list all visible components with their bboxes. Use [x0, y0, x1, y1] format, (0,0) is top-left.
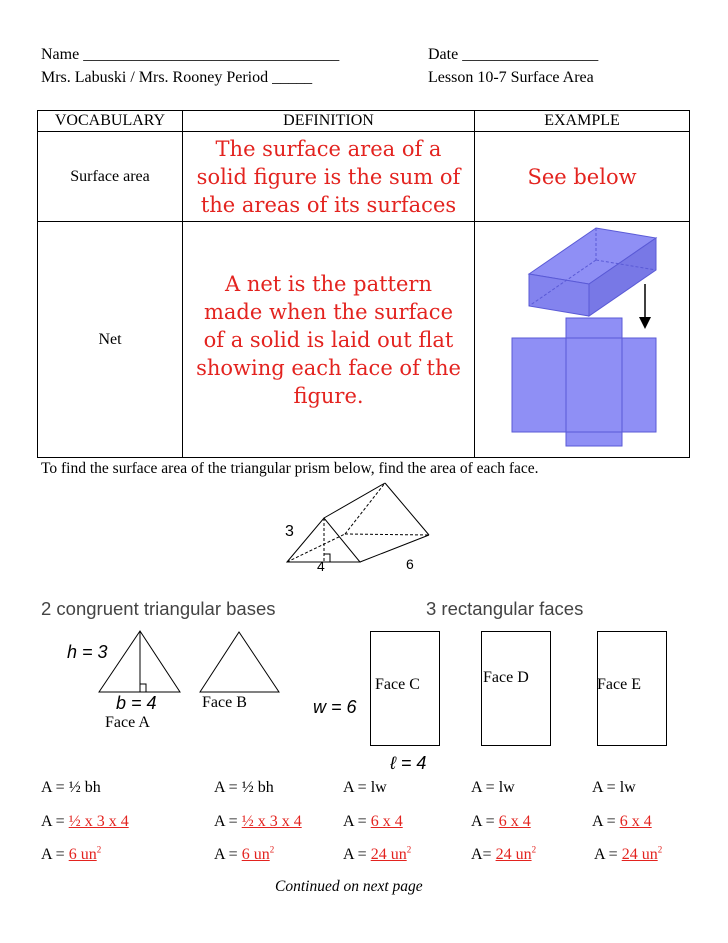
substitution-face-a: A = ½ x 3 x 4	[41, 813, 129, 830]
term-surface-area: Surface area	[38, 132, 183, 222]
table-header-row	[38, 111, 690, 132]
face-b-label: Face B	[202, 694, 247, 711]
result-face-b: A = 6 $un^2$	[214, 844, 275, 863]
definition-surface-area: The surface area of a solid figure is the sum of the areas of its surfaces	[183, 132, 475, 222]
teacher-period-line: Mrs. Labuski / Mrs. Rooney Period _____	[41, 69, 313, 86]
table-row	[38, 132, 690, 222]
formula-face-e: A = lw	[592, 779, 636, 796]
result-face-a: A = 6 $un^2$	[41, 844, 102, 863]
prism-height-label: 3	[285, 523, 294, 540]
h-label: h = 3	[67, 642, 108, 662]
table-row	[38, 222, 690, 458]
instruction-text: To find the surface area of the triangular prism below, find the area of each face.	[41, 460, 539, 477]
continued-note: Continued on next page	[275, 878, 423, 895]
name-line: Name ________________________________	[41, 46, 340, 63]
col-header-example: EXAMPLE	[475, 111, 690, 132]
col-header-vocabulary: VOCABULARY	[38, 111, 183, 132]
substitution-face-c: A = 6 x 4	[343, 813, 403, 830]
rectangular-prism-illustration	[529, 228, 656, 316]
face-a-label: Face A	[105, 714, 150, 731]
vocabulary-table	[37, 110, 690, 458]
definition-net: A net is the pattern made when the surface of a solid is laid out flat showing each face of the figure.	[183, 222, 475, 458]
result-face-c: A = 24 $un^2$	[343, 844, 412, 863]
prism-length-label: 6	[406, 556, 414, 572]
substitution-face-e: A = 6 x 4	[592, 813, 652, 830]
formula-face-a: A = ½ bh	[41, 779, 101, 796]
formula-face-c: A = lw	[343, 779, 387, 796]
formula-face-b: A = ½ bh	[214, 779, 274, 796]
term-net: Net	[38, 222, 183, 458]
example-surface-area: See below	[475, 132, 690, 222]
formula-face-d: A = lw	[471, 779, 515, 796]
face-d-label: Face D	[483, 669, 529, 686]
col-header-definition: DEFINITION	[183, 111, 475, 132]
face-d-rect	[481, 631, 551, 746]
prism-base-label: 4	[317, 558, 325, 574]
rectangular-faces-title: 3 rectangular faces	[426, 598, 584, 619]
net-diagram	[475, 222, 688, 452]
arrow-down-icon	[639, 284, 651, 329]
lesson-title: Lesson 10-7 Surface Area	[428, 69, 594, 86]
substitution-face-b: A = ½ x 3 x 4	[214, 813, 302, 830]
triangular-bases-title: 2 congruent triangular bases	[41, 598, 276, 619]
triangular-prism-diagram	[272, 474, 462, 574]
unfolded-net	[512, 318, 656, 446]
result-face-e: A = 24 $un^2$	[594, 844, 663, 863]
date-line: Date _________________	[428, 46, 599, 63]
b-label: b = 4	[116, 693, 157, 713]
result-face-d: A= 24 $un^2$	[471, 844, 537, 863]
example-net	[475, 222, 690, 458]
l-label: ℓ = 4	[390, 753, 427, 773]
w-label: w = 6	[313, 697, 357, 717]
substitution-face-d: A = 6 x 4	[471, 813, 531, 830]
face-c-label: Face C	[375, 676, 420, 693]
face-e-label: Face E	[597, 676, 641, 693]
